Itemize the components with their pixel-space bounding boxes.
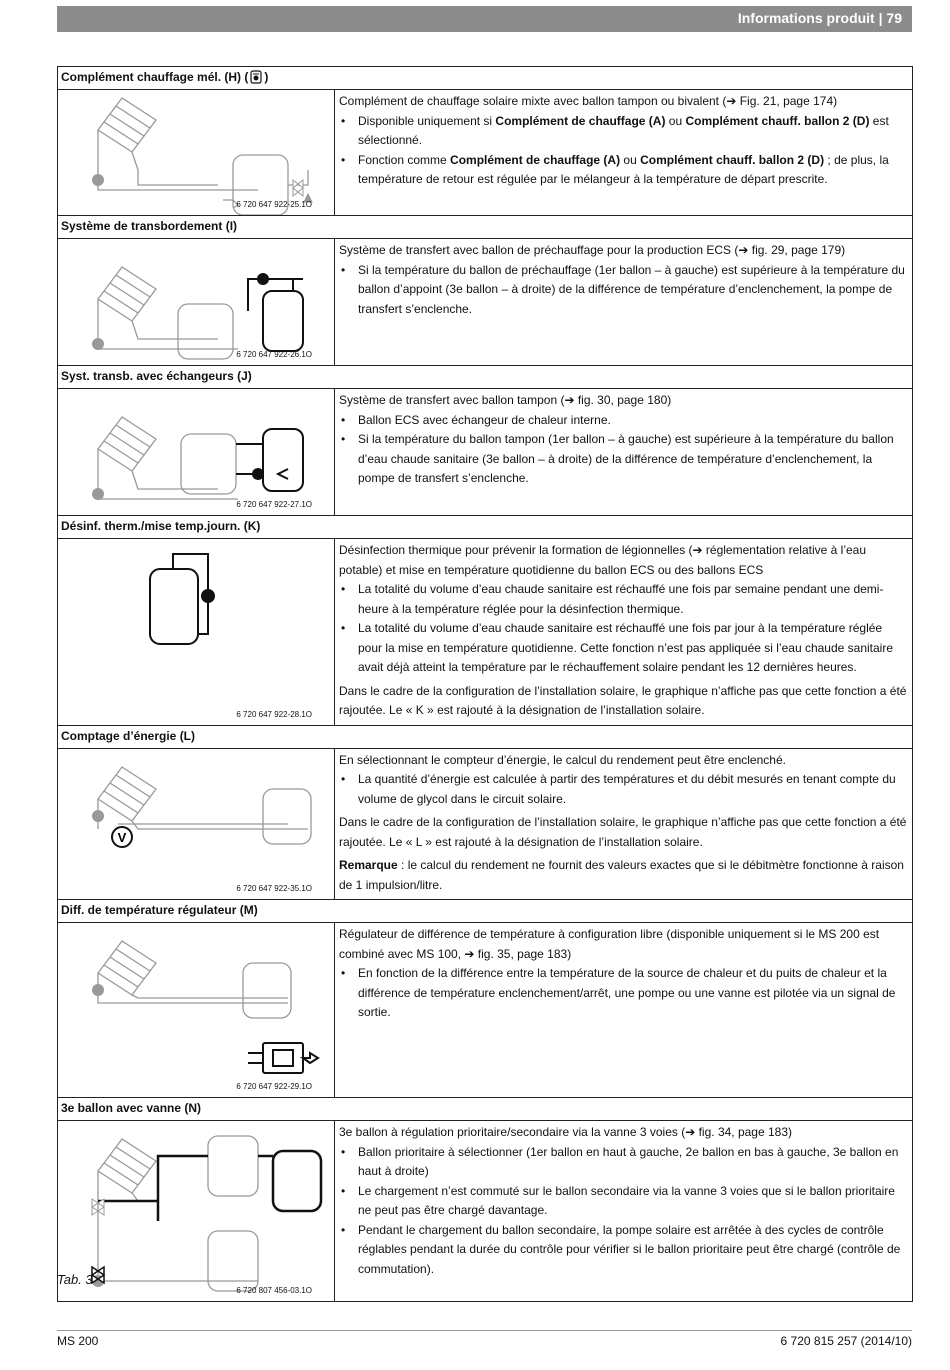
page-footer [57, 1330, 912, 1348]
description-n: 3e ballon à régulation prioritaire/secondaire via la vanne 3 voies (➔ fig. 34, page 183) • Ballon prioritaire à sélectionner (1er ballon en haut à gauche, 2e ballon en bas à gauche, 3e ballon en haut à droite) • Le chargement n’est commuté sur le ballon secondaire via la vanne 3 voies que si le ballon prioritaire ne peut pas être chargé davantage. • Pendant le chargement du ballon secondaire, la pompe solaire est arrêtée à des cycles de contrôle réglables pendant la durée du contrôle pour vérifier si le ballon prioritaire peut être chargé (contrôle de commutation). [335, 1121, 913, 1302]
disinfection-diagram-k [58, 539, 335, 717]
row-title-h: Complément chauffage mél. (H) ( ) [58, 67, 913, 90]
diagram-n [58, 1121, 335, 1302]
row-title-m: Diff. de température régulateur (M) [58, 900, 913, 923]
figure-code: 6 720 647 922-27.1O [236, 500, 312, 509]
footer-left: MS 200 [57, 1334, 99, 1348]
figure-code: 6 720 807 456-03.1O [236, 1286, 312, 1295]
energy-meter-diagram-l [58, 749, 335, 891]
diagram-j [58, 389, 335, 516]
description-j: Système de transfert avec ballon tampon (➔ fig. 30, page 180) • Ballon ECS avec échangeur de chaleur interne. • Si la température du ballon tampon (1er ballon – à gauche) est supérieure à la température du ballon d’eau chaude sanitaire (3e ballon – à droite) de la différence de température d’enclenchement, la pompe de transfert s’enclenche. [335, 389, 913, 516]
table-caption: Tab. 3 [57, 1272, 93, 1287]
third-tank-diagram-n [58, 1121, 335, 1301]
figure-code: 6 720 647 922-25.1O [236, 200, 312, 209]
figure-code: 6 720 647 922-26.1O [236, 350, 312, 359]
row-title-j: Syst. transb. avec échangeurs (J) [58, 366, 913, 389]
diagram-l [58, 748, 335, 900]
solar-diagram-i [58, 239, 335, 365]
diagram-i [58, 239, 335, 366]
diagram-m [58, 923, 335, 1098]
description-i: Système de transfert avec ballon de préchauffage pour la production ECS (➔ fig. 29, page 179) • Si la température du ballon de préchauffage (1er ballon – à gauche) est supérieure à la température du ballon d’appoint (3e ballon – à droite) de la différence de température d’enclenchement, la pompe de transfert s’enclenche. [335, 239, 913, 366]
description-k: Désinfection thermique pour prévenir la formation de légionnelles (➔ réglementation relative à l’eau potable) et mise en température quotidienne du ballon ECS ou des ballons ECS • La totalité du volume d’eau chaude sanitaire est réchauffé une fois par semaine pendant une demi-heure à la température réglée pour la désinfection thermique. • La totalité du volume d’eau chaude sanitaire est réchauffé une fois par jour à la température réglée pour la mise en température quotidienne. Cette fonction n’est pas appliquée si l’eau chaude sanitaire avait déjà atteint la température par le réchauffement solaire pendant les 12 dernières heures. Dans le cadre de la configuration de l’installation solaire, le graphique n’affiche pas que cette fonction a été rajoutée. Le « K » est rajouté à la désignation de l’installation solaire. [335, 539, 913, 726]
solar-diagram-j [58, 389, 335, 515]
page-header-bar [57, 6, 912, 32]
row-title-n: 3e ballon avec vanne (N) [58, 1098, 913, 1121]
description-m: Régulateur de différence de température à configuration libre (disponible uniquement si le MS 200 est combiné avec MS 100, ➔ fig. 35, page 183) • En fonction de la différence entre la température de la source de chaleur et du puits de chaleur et la différence de température enclenchement/arrêt, une pompe ou une vanne est pilotée via un signal de sortie. [335, 923, 913, 1098]
diagram-h [58, 90, 335, 216]
row-title-i: Système de transbordement (I) [58, 216, 913, 239]
function-table [57, 66, 913, 1302]
description-l: En sélectionnant le compteur d’énergie, le calcul du rendement peut être enclenché. • La quantité d’énergie est calculée à partir des températures et du débit mesurés en tenant compte du volume de glycol dans le circuit solaire. Dans le cadre de la configuration de l’installation solaire, le graphique n’affiche pas que cette fonction a été rajoutée. Le « L » est rajouté à la désignation de l’installation solaire. Remarque : le calcul du rendement ne fournit des valeurs exactes que si le débitmètre fonctionne à raison de 1 impulsion/litre. [335, 748, 913, 900]
figure-code: 6 720 647 922-29.1O [236, 1082, 312, 1091]
heating-icon [249, 70, 263, 84]
svg-text:V: V [117, 829, 127, 845]
temperature-diff-diagram-m [58, 923, 335, 1097]
figure-code: 6 720 647 922-28.1O [236, 709, 312, 719]
solar-diagram-h [58, 90, 335, 215]
footer-right: 6 720 815 257 (2014/10) [780, 1334, 912, 1348]
figure-code: 6 720 647 922-35.1O [236, 884, 312, 893]
row-title-l: Comptage d’énergie (L) [58, 725, 913, 748]
page-header-text: Informations produit | 79 [737, 10, 902, 26]
diagram-k [58, 539, 335, 726]
description-h: Complément de chauffage solaire mixte avec ballon tampon ou bivalent (➔ Fig. 21, page 174) • Disponible uniquement si Complément de chauffage (A) ou Complément chauff. ballon 2 (D) est sélectionné. • Fonction comme Complément de chauffage (A) ou Complément chauff. ballon 2 (D) ; de plus, la température de retour est régulée par le mélangeur à la température de départ prescrite. [335, 90, 913, 216]
row-title-k: Désinf. therm./mise temp.journ. (K) [58, 516, 913, 539]
